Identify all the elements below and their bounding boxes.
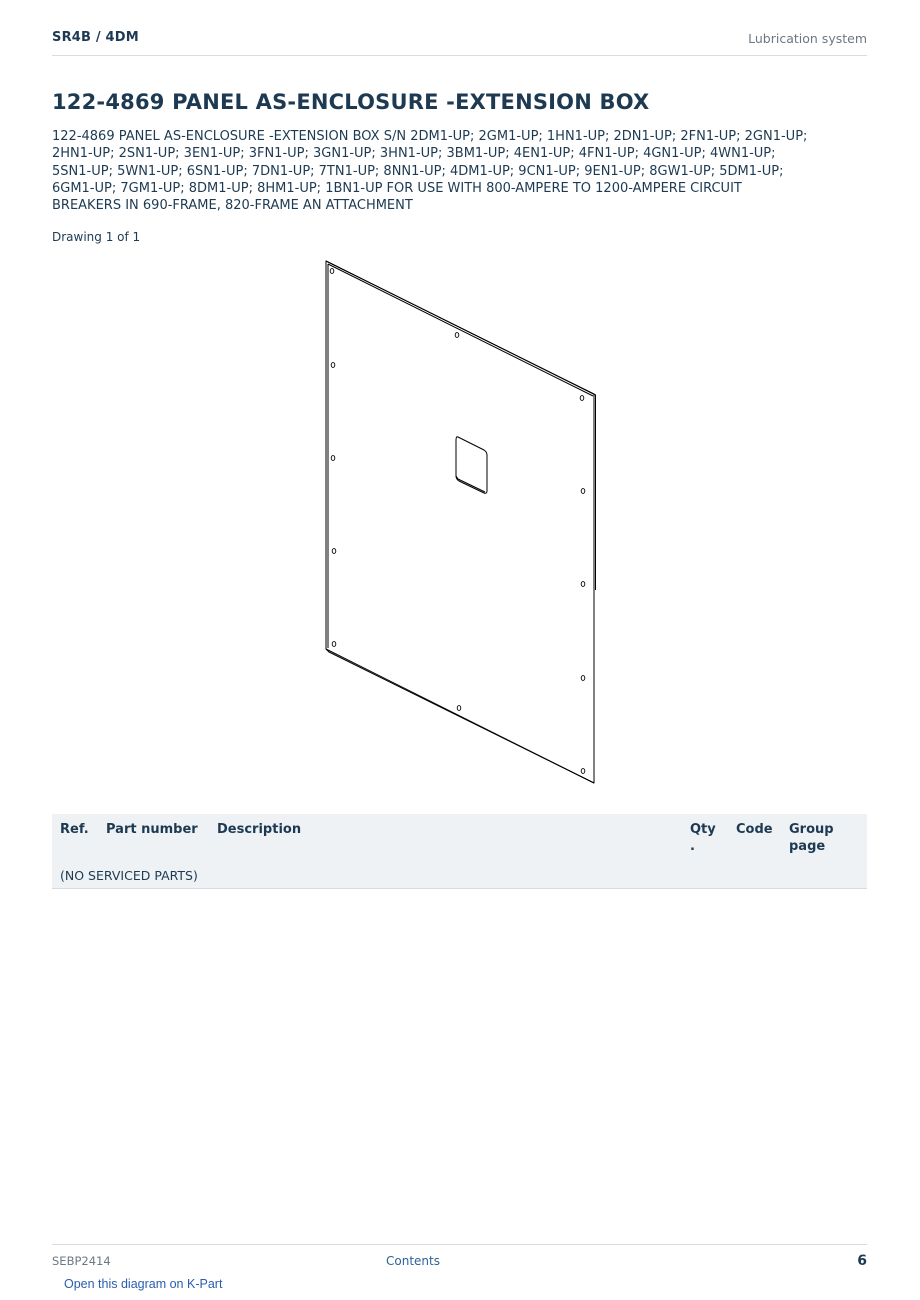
table-header-row (52, 814, 867, 863)
mounting-hole (581, 769, 585, 774)
col-page-label: page (789, 839, 826, 854)
kpart-diagram-link[interactable]: Open this diagram on K-Part (64, 1277, 223, 1291)
col-part-number: Part number (98, 814, 209, 863)
description-line: 5SN1-UP; 5WN1-UP; 6SN1-UP; 7DN1-UP; 7TN1-UP; 8NN1-UP; 4DM1-UP; 9CN1-UP; 9EN1-UP; 8GW1-UP; 5DM1-UP; (52, 163, 784, 179)
mounting-hole (581, 489, 585, 494)
page-footer (52, 1244, 867, 1274)
col-qty-label: Qty (690, 822, 716, 837)
col-qty (682, 814, 728, 863)
mounting-hole (581, 676, 585, 681)
mounting-hole (332, 549, 336, 554)
col-group-label: Group (789, 822, 834, 837)
enclosure-panel-drawing (320, 255, 605, 790)
mounting-hole (331, 363, 335, 368)
description-line: 6GM1-UP; 7GM1-UP; 8DM1-UP; 8HM1-UP; 1BN1-UP FOR USE WITH 800-AMPERE TO 1200-AMPERE CIRCUIT (52, 180, 742, 196)
document-number: SEBP2414 (52, 1254, 111, 1268)
col-qty-dot: . (690, 839, 695, 854)
description-line: 122-4869 PANEL AS-ENCLOSURE -EXTENSION BOX S/N 2DM1-UP; 2GM1-UP; 1HN1-UP; 2DN1-UP; 2FN1-UP; 2GN1-UP; (52, 129, 808, 144)
description-line: BREAKERS IN 690-FRAME, 820-FRAME AN ATTACHMENT (52, 198, 413, 214)
mounting-hole (331, 456, 335, 461)
drawing-label: Drawing 1 of 1 (52, 230, 141, 244)
col-description: Description (209, 814, 682, 863)
section-title: Lubrication system (748, 31, 867, 46)
breadcrumb[interactable]: SR4B / 4DM (52, 30, 139, 45)
mounting-hole (455, 333, 459, 338)
part-description (52, 128, 872, 214)
col-code: Code (728, 814, 781, 863)
contents-link[interactable]: Contents (386, 1254, 440, 1268)
page-title: 122-4869 PANEL AS-ENCLOSURE -EXTENSION BOX (52, 90, 650, 114)
col-ref: Ref. (52, 814, 98, 863)
no-serviced-parts: (NO SERVICED PARTS) (52, 863, 867, 889)
mounting-hole (332, 642, 336, 647)
col-group-page (781, 814, 867, 863)
description-line: 2HN1-UP; 2SN1-UP; 3EN1-UP; 3FN1-UP; 3GN1-UP; 3HN1-UP; 3BM1-UP; 4EN1-UP; 4FN1-UP; 4GN1-UP; 4WN1-UP; (52, 146, 776, 162)
panel-top-edge-inner (328, 264, 593, 396)
mounting-hole (457, 706, 461, 711)
table-row (52, 863, 867, 889)
page-header (52, 28, 867, 56)
panel-cutout-depth (456, 476, 485, 492)
mounting-hole (581, 582, 585, 587)
mounting-hole (580, 396, 584, 401)
panel-cutout (456, 437, 487, 493)
mounting-hole (330, 269, 334, 274)
panel-left-edge (326, 261, 328, 649)
panel-top-edge (326, 261, 596, 590)
page-number: 6 (857, 1253, 867, 1269)
mounting-holes (330, 269, 585, 774)
panel-outline (326, 261, 594, 783)
parts-table (52, 814, 867, 889)
